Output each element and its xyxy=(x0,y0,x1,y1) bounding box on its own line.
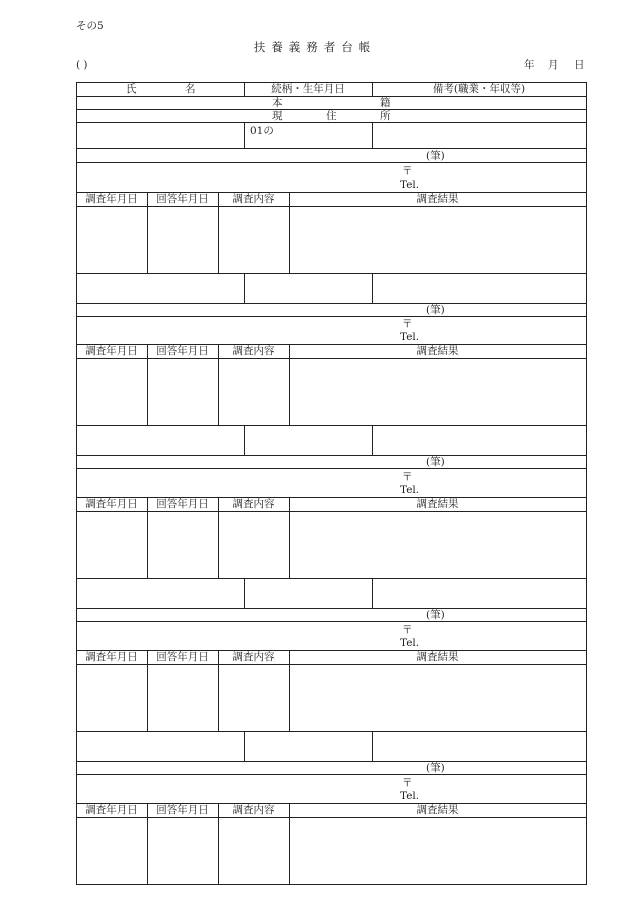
rule xyxy=(76,358,587,359)
col-survey-date: 調査年月日 xyxy=(85,651,138,663)
rule xyxy=(76,621,587,622)
col-survey-date: 調査年月日 xyxy=(85,804,138,816)
table-border-right xyxy=(586,82,587,885)
date-day-label: 日 xyxy=(574,59,585,71)
address-label-2: 住 xyxy=(326,110,337,122)
postal-mark: 〒 xyxy=(402,165,413,177)
col-survey-result: 調査結果 xyxy=(416,804,459,816)
col-survey-result: 調査結果 xyxy=(416,345,459,357)
rule xyxy=(76,316,587,317)
col-divider xyxy=(244,731,245,761)
col-survey-content: 調査内容 xyxy=(232,193,275,205)
tel-label: Tel. xyxy=(400,484,420,496)
tel-label: Tel. xyxy=(400,331,420,343)
col-survey-result: 調査結果 xyxy=(416,193,459,205)
date-month-label: 月 xyxy=(548,59,559,71)
col-reply-date: 回答年月日 xyxy=(156,193,209,205)
address-label-1: 現 xyxy=(272,110,283,122)
col-remarks-label: 備考(職業・年収等) xyxy=(432,83,526,95)
col-divider xyxy=(372,731,373,761)
postal-mark: 〒 xyxy=(402,471,413,483)
col-relation-label: 続柄・生年月日 xyxy=(271,83,345,95)
col-divider xyxy=(244,273,245,303)
rule xyxy=(76,664,587,665)
address-label-3: 所 xyxy=(380,110,391,122)
col-reply-date: 回答年月日 xyxy=(156,804,209,816)
col-reply-date: 回答年月日 xyxy=(156,498,209,510)
col-survey-content: 調査内容 xyxy=(232,804,275,816)
rule xyxy=(76,303,587,304)
col-survey-date: 調査年月日 xyxy=(85,193,138,205)
rule xyxy=(76,425,587,426)
rule xyxy=(76,511,587,512)
rule xyxy=(76,162,587,163)
brush-label: (筆) xyxy=(426,609,445,621)
col-survey-date: 調査年月日 xyxy=(85,345,138,357)
col-divider xyxy=(372,122,373,148)
rule xyxy=(76,774,587,775)
col-divider xyxy=(372,273,373,303)
relation-prefix: 01の xyxy=(250,125,274,137)
col-survey-content: 調査内容 xyxy=(232,498,275,510)
brush-label: (筆) xyxy=(426,304,445,316)
paren-label: ( ) xyxy=(76,59,88,71)
brush-label: (筆) xyxy=(426,456,445,468)
honseki-label-1: 本 xyxy=(272,97,283,109)
col-name-label-1: 氏 xyxy=(126,83,137,95)
form-number: その5 xyxy=(76,20,104,32)
col-survey-result: 調査結果 xyxy=(416,651,459,663)
rule xyxy=(76,273,587,274)
postal-mark: 〒 xyxy=(402,624,413,636)
tel-label: Tel. xyxy=(400,790,420,802)
rule xyxy=(76,455,587,456)
col-divider xyxy=(372,425,373,455)
col-survey-result: 調査結果 xyxy=(416,498,459,510)
postal-mark: 〒 xyxy=(402,777,413,789)
postal-mark: 〒 xyxy=(402,318,413,330)
rule xyxy=(76,206,587,207)
col-survey-content: 調査内容 xyxy=(232,651,275,663)
col-divider xyxy=(244,425,245,455)
honseki-label-2: 籍 xyxy=(380,97,391,109)
col-divider xyxy=(372,578,373,608)
rule xyxy=(76,817,587,818)
rule xyxy=(76,761,587,762)
rule xyxy=(76,96,587,97)
rule xyxy=(76,122,587,123)
date-year-label: 年 xyxy=(524,59,535,71)
brush-label: (筆) xyxy=(426,762,445,774)
rule xyxy=(76,468,587,469)
tel-label: Tel. xyxy=(400,637,420,649)
page-title: 扶養義務者台帳 xyxy=(253,40,377,54)
col-divider xyxy=(244,122,245,148)
brush-label: (筆) xyxy=(426,150,445,162)
col-reply-date: 回答年月日 xyxy=(156,651,209,663)
col-survey-date: 調査年月日 xyxy=(85,498,138,510)
rule xyxy=(76,578,587,579)
col-survey-content: 調査内容 xyxy=(232,345,275,357)
col-name-label-2: 名 xyxy=(185,83,196,95)
rule xyxy=(76,608,587,609)
rule xyxy=(76,884,587,885)
tel-label: Tel. xyxy=(400,179,420,191)
col-reply-date: 回答年月日 xyxy=(156,345,209,357)
rule xyxy=(76,148,587,149)
rule xyxy=(76,731,587,732)
col-divider xyxy=(244,578,245,608)
